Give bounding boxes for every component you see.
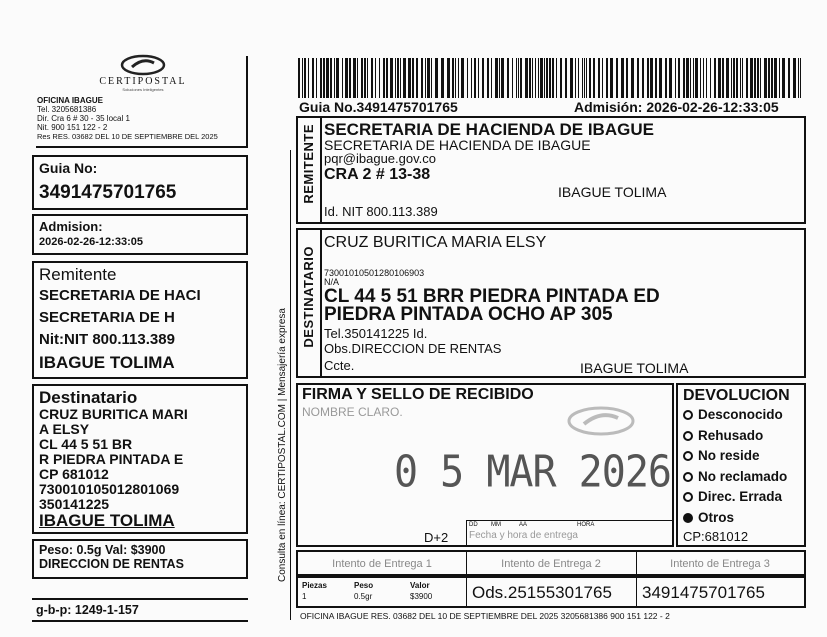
destinatario-obs: Obs.DIRECCION DE RENTAS (324, 341, 502, 356)
radio-icon[interactable] (683, 513, 693, 523)
fecha-hint: Fecha y hora de entrega (469, 530, 578, 541)
office-divider (36, 146, 248, 148)
left-peso-val: Peso: 0.5g Val: $3900 (39, 543, 166, 557)
left-gbp: g-b-p: 1249-1-157 (36, 603, 139, 617)
remitente-nit: Id. NIT 800.113.389 (324, 204, 438, 219)
devolucion-option[interactable] (683, 487, 799, 508)
devolucion-title: DEVOLUCION (683, 387, 790, 404)
intento-2: Intento de Entrega 2 (501, 558, 601, 570)
center-rule (290, 150, 291, 620)
left-destinatario-line: A ELSY (39, 421, 90, 437)
destinatario-code: 730010105012801069​03 (324, 268, 425, 278)
office-info (37, 96, 218, 141)
left-remitente-line: SECRETARIA DE H (39, 309, 175, 326)
devolucion-option-label: No reside (698, 448, 760, 463)
destinatario-box (296, 228, 806, 378)
left-destinatario-box (32, 384, 248, 534)
radio-icon[interactable] (683, 472, 693, 482)
radio-icon[interactable] (683, 410, 693, 420)
devolucion-option[interactable] (683, 446, 799, 467)
valor-label: Valor (410, 581, 430, 590)
remitente-address: CRA 2 # 13-38 (324, 166, 431, 183)
logo (88, 54, 198, 94)
intento-1: Intento de Entrega 1 (332, 558, 432, 570)
footer: OFICINA IBAGUE RES. 03682 DEL 10 DE SEPTIEMBRE DEL 2025 3205681386 900 151 122 - 2 (300, 611, 670, 621)
summary-ods: Ods.25155301765 (472, 583, 612, 602)
destinatario-ccte: Ccte. (324, 358, 355, 373)
remitente-label-cell (298, 118, 322, 222)
destinatario-address1: CL 44 5 51 BRR PIEDRA PINTADA ED (324, 286, 660, 307)
devolucion-option-label: No reclamado (698, 468, 788, 484)
devolucion-option-label: Desconocido (698, 407, 783, 422)
left-destinatario-city: IBAGUE TOLIMA (39, 511, 175, 530)
devolucion-box (676, 383, 806, 547)
logo-subtitle: Soluciones Inteligentes (122, 87, 164, 92)
left-remitente-city: IBAGUE TOLIMA (39, 353, 175, 372)
received-date-stamp: 0 5 MAR 2026 (394, 446, 671, 498)
fecha-aa: AA (519, 522, 528, 528)
certipostal-logo-icon (120, 54, 166, 76)
left-guia-label: Guia No: (39, 160, 98, 176)
left-remitente-box (32, 261, 248, 379)
header-admision: Admisión: 2026-02-26-12:33:05 (574, 99, 779, 115)
left-guia-box (32, 155, 248, 210)
piezas-label: Piezas (302, 581, 327, 590)
left-admision-value: 2026-02-26-12:33:05 (39, 236, 143, 248)
peso-label: Peso (354, 581, 374, 590)
devolucion-option-label: Otros (698, 509, 735, 525)
left-rule (246, 56, 248, 148)
firma-title: FIRMA Y SELLO DE RECIBIDO (302, 386, 534, 403)
destinatario-label: DESTINATARIO (301, 246, 316, 348)
summary-piezas (302, 580, 327, 602)
left-destinatario-line: 730010105012801069 (39, 481, 180, 497)
left-direccion: DIRECCION DE RENTAS (39, 557, 184, 571)
destinatario-tel: Tel.350141225 Id. (324, 326, 428, 341)
fecha-cell (466, 520, 673, 546)
left-destinatario-line: R PIEDRA PINTADA E (39, 451, 184, 467)
destinatario-na: N/A (324, 277, 340, 287)
devolucion-option[interactable] (683, 426, 799, 447)
office-name: OFICINA IBAGUE (37, 96, 103, 105)
office-dir: Dir. Cra 6 # 30 - 35 local 1 (37, 114, 130, 123)
firma-d2: D+2 (424, 530, 449, 545)
logo-text: CERTIPOSTAL (99, 76, 187, 87)
left-destinatario-line: CL 44 5 51 BR (39, 436, 133, 452)
header-guia: Guia No.3491475701765 (299, 99, 458, 115)
left-remitente-title: Remitente (39, 265, 117, 284)
radio-icon[interactable] (683, 451, 693, 461)
intentos-row (296, 550, 806, 576)
devolucion-option[interactable] (683, 508, 799, 529)
devolucion-option-label: Rehusado (698, 427, 764, 443)
piezas-value: 1 (302, 592, 307, 601)
remitente-city: IBAGUE TOLIMA (558, 184, 667, 200)
summary-divider (636, 578, 637, 606)
firma-nombre: NOMBRE CLARO. (302, 405, 403, 419)
remitente-name: SECRETARIA DE HACIENDA DE IBAGUE (324, 120, 654, 139)
intento-3: Intento de Entrega 3 (670, 558, 770, 570)
remitente-box (296, 116, 806, 224)
remitente-sub: SECRETARIA DE HACIENDA DE IBAGUE (324, 137, 591, 153)
fecha-dd: DD (469, 522, 478, 528)
devolucion-cp: CP:681012 (683, 529, 749, 544)
summary-peso (354, 580, 373, 602)
summary-valor (410, 580, 432, 602)
radio-icon[interactable] (683, 431, 693, 441)
summary-divider (466, 578, 467, 606)
devolucion-option[interactable] (683, 405, 799, 426)
radio-icon[interactable] (683, 492, 693, 502)
left-admision-box (32, 214, 248, 255)
valor-value: $3900 (410, 592, 433, 601)
side-text: Consulta en línea: CERTIPOSTAL.COM | Mensajería expresa (277, 308, 288, 583)
office-res: Res RES. 03682 DEL 10 DE SEPTIEMBRE DEL 2025 (37, 132, 218, 141)
remitente-email: pqr@ibague.gov.co (324, 151, 436, 166)
devolucion-option-label: Direc. Errada (698, 489, 783, 504)
stamp-logo-icon (566, 405, 636, 437)
summary-guia: 3491475701765 (642, 583, 765, 602)
left-admision-label: Admision: (39, 219, 103, 234)
left-remitente-line: SECRETARIA DE HACI (39, 287, 201, 304)
left-destinatario-line: 350141225 (39, 496, 110, 512)
left-gbp-rule-top (32, 598, 248, 600)
firma-box (296, 383, 674, 547)
peso-value: 0.5gr (354, 592, 373, 601)
summary-row (296, 576, 806, 608)
destinatario-city: IBAGUE TOLIMA (580, 360, 689, 376)
remitente-label: REMITENTE (301, 124, 316, 204)
fecha-hora: HORA (577, 522, 595, 528)
office-nit: Nit. 900 151 122 - 2 (37, 123, 108, 132)
left-peso-box (32, 539, 248, 579)
destinatario-label-cell (298, 230, 322, 376)
left-gbp-rule-bottom (32, 620, 248, 622)
left-destinatario-line: CRUZ BURITICA MARI (39, 406, 188, 422)
devolucion-option[interactable] (683, 467, 799, 488)
left-destinatario-line: CP 681012 (39, 466, 109, 482)
left-destinatario-title: Destinatario (39, 388, 138, 407)
destinatario-address2: PIEDRA PINTADA OCHO AP 305 (324, 304, 613, 325)
left-remitente-line: Nit:NIT 800.113.389 (39, 331, 175, 348)
left-guia-value: 3491475701765 (39, 182, 177, 203)
office-tel: Tel. 3205681386 (37, 105, 97, 114)
destinatario-name: CRUZ BURITICA MARIA ELSY (324, 234, 547, 251)
fecha-mm: MM (491, 522, 501, 528)
barcode (298, 58, 806, 98)
